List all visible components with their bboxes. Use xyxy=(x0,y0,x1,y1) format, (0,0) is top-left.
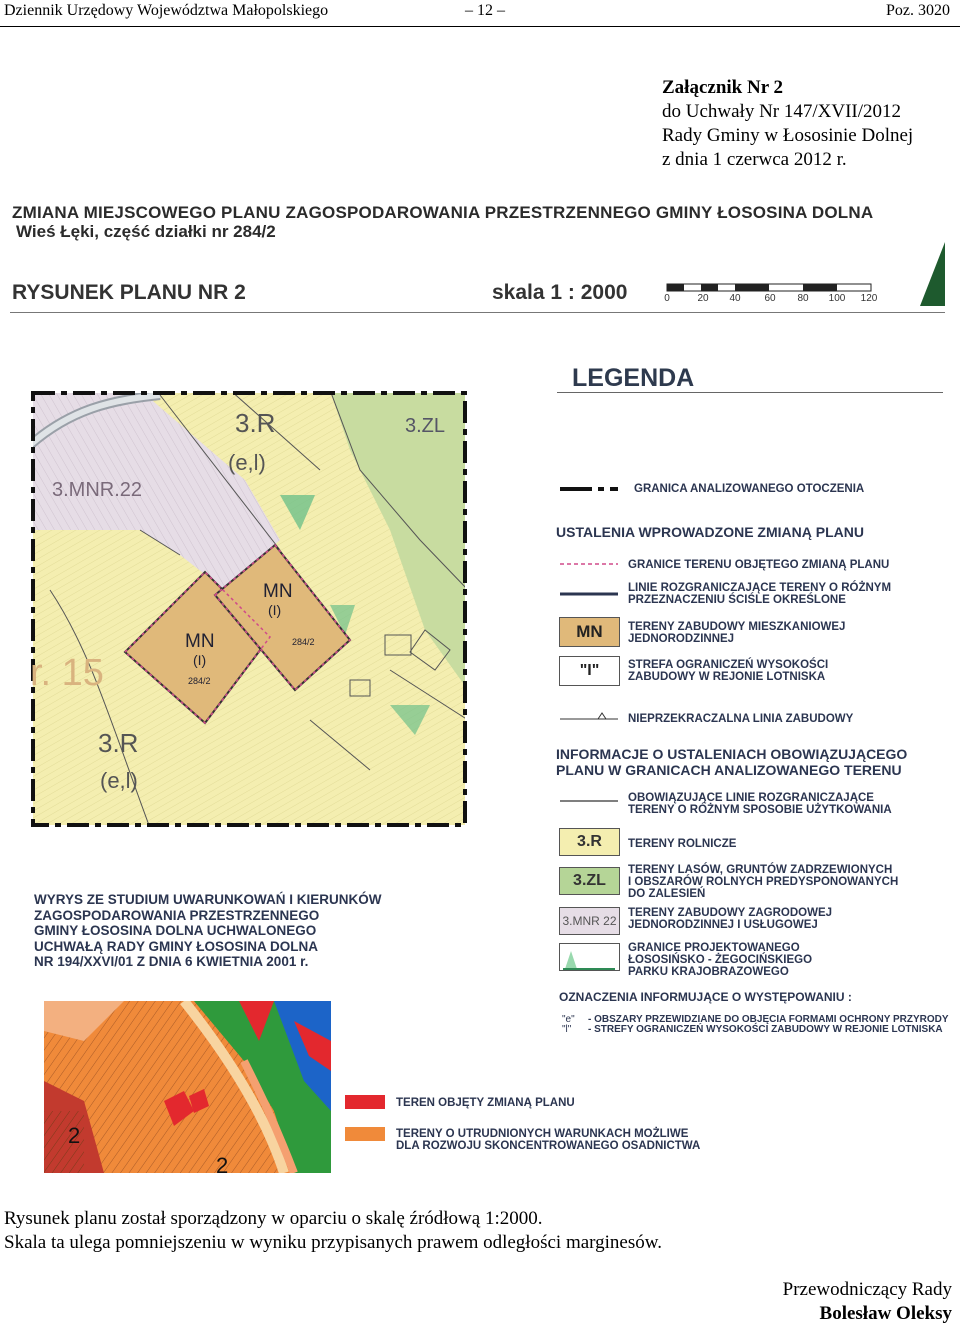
legend-line-text: TERENY O RÓŻNYM SPOSOBIE UŻYTKOWANIA xyxy=(628,804,892,816)
legend-section-existing xyxy=(556,746,907,778)
park-boundary-symbol xyxy=(559,943,620,971)
legend-dividing-lines-label xyxy=(628,582,891,606)
orange-legend-swatch xyxy=(345,1127,385,1141)
legend-line-text: ŁOSOSIŃSKO - ŻEGOCIŃSKIEGO xyxy=(628,954,813,966)
legend-line-text: STREFA OGRANICZEŃ WYSOKOŚCI xyxy=(628,659,829,671)
annex-title: Załącznik Nr 2 xyxy=(662,77,784,98)
study-excerpt-title xyxy=(34,892,382,970)
study-map xyxy=(44,1001,331,1173)
plan-map xyxy=(30,390,468,828)
analysis-boundary-symbol xyxy=(558,484,620,494)
signature-role: Przewodniczący Rady xyxy=(782,1279,952,1300)
legend-agri-label: TERENY ROLNICZE xyxy=(628,838,737,850)
label-r15: r. 15 xyxy=(30,652,104,694)
footer-note xyxy=(4,1207,662,1255)
label-3MNR22: 3.MNR.22 xyxy=(52,479,143,501)
legend-info-title: OZNACZENIA INFORMUJĄCE O WYSTĘPOWANIU : xyxy=(559,990,852,1004)
label-3ZL: 3.ZL xyxy=(405,415,446,437)
label-mn-a-sub: (I) xyxy=(193,652,207,668)
plan-subtitle: Wieś Łęki, część działki nr 284/2 xyxy=(16,222,276,241)
legend-line-text: DO ZALESIEŃ xyxy=(628,888,706,900)
legend-section-changes: USTALENIA WPROWADZONE ZMIANĄ PLANU xyxy=(556,524,864,540)
page-header xyxy=(0,0,960,27)
journal-title: Dziennik Urzędowy Województwa Małopolskiego xyxy=(4,2,329,19)
scale-tick: 0 xyxy=(664,293,670,304)
dividing-line-symbol xyxy=(558,590,620,598)
study-line: ZAGOSPODAROWANIA PRZESTRZENNEGO xyxy=(34,907,320,923)
footer-line: Skala ta ulega pomniejszeniu w wyniku przypisanych prawem odległości marginesów. xyxy=(4,1232,662,1253)
scale-tick: 120 xyxy=(860,293,878,304)
scale-bar xyxy=(660,280,890,306)
label-3R-south: 3.R xyxy=(98,728,139,758)
label-mn-b-parcel: 284/2 xyxy=(292,637,315,647)
legend-line-text: LINIE ROZGRANICZAJĄCE TERENY O RÓŻNYM xyxy=(628,582,892,594)
page-number: – 12 – xyxy=(465,2,505,19)
legend-line-text: PRZEZNACZENIU ŚCIŚLE OKREŚLONE xyxy=(628,594,846,606)
signature-name: Bolesław Oleksy xyxy=(819,1303,952,1324)
study-line: NR 194/XXVI/01 Z DNIA 6 KWIETNIA 2001 r. xyxy=(34,954,309,969)
height-zone-box: "I" xyxy=(559,656,620,686)
label-mn-b-sub: (I) xyxy=(268,602,282,618)
legend-line-text: TERENY ZABUDOWY ZAGRODOWEJ xyxy=(628,907,833,919)
legend-line-text: ZABUDOWY W REJONIE LOTNISKA xyxy=(628,671,826,683)
plan-title: ZMIANA MIEJSCOWEGO PLANU ZAGOSPODAROWANIA PRZESTRZENNEGO GMINY ŁOSOSINA DOLNA xyxy=(12,203,874,222)
legend-mn-label xyxy=(628,621,845,645)
legend-line-text: OBOWIĄZUJĄCE LINIE ROZGRANICZAJĄCE xyxy=(628,792,874,804)
scale-tick: 60 xyxy=(764,293,776,304)
legend-line-text: JEDNORODZINNEJ xyxy=(628,633,735,645)
label-mn-a-parcel: 284/2 xyxy=(188,676,211,686)
agri-legend-box: 3.R xyxy=(559,828,620,856)
scale-label: skala 1 : 2000 xyxy=(492,281,628,304)
legend-line-text: I OBSZARÓW ROLNYCH PREDYSPONOWANYCH xyxy=(628,876,899,888)
study-orange-label xyxy=(396,1128,700,1152)
scale-tick: 40 xyxy=(729,293,741,304)
legend-park-label xyxy=(628,942,812,978)
scale-tick: 20 xyxy=(697,293,709,304)
legend-title: LEGENDA xyxy=(572,364,695,392)
footer-line: Rysunek planu został sporządzony w oparciu o skalę źródłową 1:2000. xyxy=(4,1208,543,1229)
study-red-label: TEREN OBJĘTY ZMIANĄ PLANU xyxy=(396,1097,575,1109)
legend-line-text: TERENY ZABUDOWY MIESZKANIOWEJ xyxy=(628,621,846,633)
legend-forest-label xyxy=(628,864,898,900)
legend-height-zone-label xyxy=(628,659,828,683)
position-number: Poz. 3020 xyxy=(886,2,950,19)
legend-existing-lines-label xyxy=(628,792,892,816)
north-arrow-icon xyxy=(918,240,946,308)
legend-line-text: PARKU KRAJOBRAZOWEGO xyxy=(628,966,789,978)
legend-change-boundary-label: GRANICE TERENU OBJĘTEGO ZMIANĄ PLANU xyxy=(628,559,890,571)
study-line: DLA ROZWOJU SKONCENTROWANEGO OSADNICTWA xyxy=(396,1140,701,1152)
change-boundary-symbol xyxy=(558,560,620,568)
legend-line-text: PLANU W GRANICACH ANALIZOWANEGO TERENU xyxy=(556,762,902,778)
red-legend-swatch xyxy=(345,1095,385,1109)
study-zone-2a: 2 xyxy=(68,1123,81,1148)
legend-line-text: INFORMACJE O USTALENIACH OBOWIĄZUJĄCEGO xyxy=(556,746,908,762)
study-line: GMINY ŁOSOSINA DOLNA UCHWALONEGO xyxy=(34,923,317,938)
study-zone-2b: 2 xyxy=(216,1153,229,1173)
legend-line-text: GRANICE PROJEKTOWANEGO xyxy=(628,942,800,954)
mn-legend-box: MN xyxy=(559,617,620,647)
legend-info-l: - STREFY OGRANICZEŃ WYSOKOŚCI ZABUDOWY W REJONIE LOTNISKA xyxy=(588,1024,943,1035)
legend-info-l-key: "l" xyxy=(562,1024,572,1035)
scale-tick: 80 xyxy=(797,293,809,304)
legend-line-text: TERENY LASÓW, GRUNTÓW ZADRZEWIONYCH xyxy=(628,864,893,876)
annex-block xyxy=(662,76,913,172)
mnr-legend-box: 3.MNR 22 xyxy=(559,907,620,935)
label-mn-b: MN xyxy=(263,581,293,602)
legend-line-text: JEDNORODZINNEJ I USŁUGOWEJ xyxy=(628,919,818,931)
study-line: UCHWAŁĄ RADY GMINY ŁOSOSINA DOLNA xyxy=(34,938,319,954)
label-3R-north: 3.R xyxy=(235,408,276,438)
building-line-symbol xyxy=(558,710,620,722)
study-line: TERENY O UTRUDNIONYCH WARUNKACH MOŻLIWE xyxy=(396,1128,689,1140)
legend-boundary-label: GRANICA ANALIZOWANEGO OTOCZENIA xyxy=(634,483,865,495)
header-rule xyxy=(10,312,945,313)
legend-mnr-label xyxy=(628,907,832,931)
scale-tick: 100 xyxy=(828,293,846,304)
legend-building-line-label: NIEPRZEKRACZALNA LINIA ZABUDOWY xyxy=(628,713,854,725)
annex-resolution: do Uchwały Nr 147/XVII/2012 xyxy=(662,101,902,122)
label-mn-a: MN xyxy=(185,631,215,652)
drawing-number: RYSUNEK PLANU NR 2 xyxy=(12,281,246,304)
legend-rule xyxy=(557,392,943,393)
annex-council: Rady Gminy w Łososinie Dolnej xyxy=(662,125,914,146)
legend-info-e-key: "e" xyxy=(562,1014,575,1025)
label-3R-north-sub: (e,l) xyxy=(228,450,266,475)
legend-info-e: - OBSZARY PRZEWIDZIANE DO OBJĘCIA FORMAMI OCHRONY PRZYRODY xyxy=(588,1014,949,1025)
signature-block xyxy=(783,1278,952,1326)
forest-legend-box: 3.ZL xyxy=(559,867,620,895)
annex-date: z dnia 1 czerwca 2012 r. xyxy=(662,149,847,170)
existing-line-symbol xyxy=(558,798,620,804)
study-line: WYRYS ZE STUDIUM UWARUNKOWAŃ I KIERUNKÓW xyxy=(34,892,382,907)
label-3R-south-sub: (e,l) xyxy=(100,768,138,793)
